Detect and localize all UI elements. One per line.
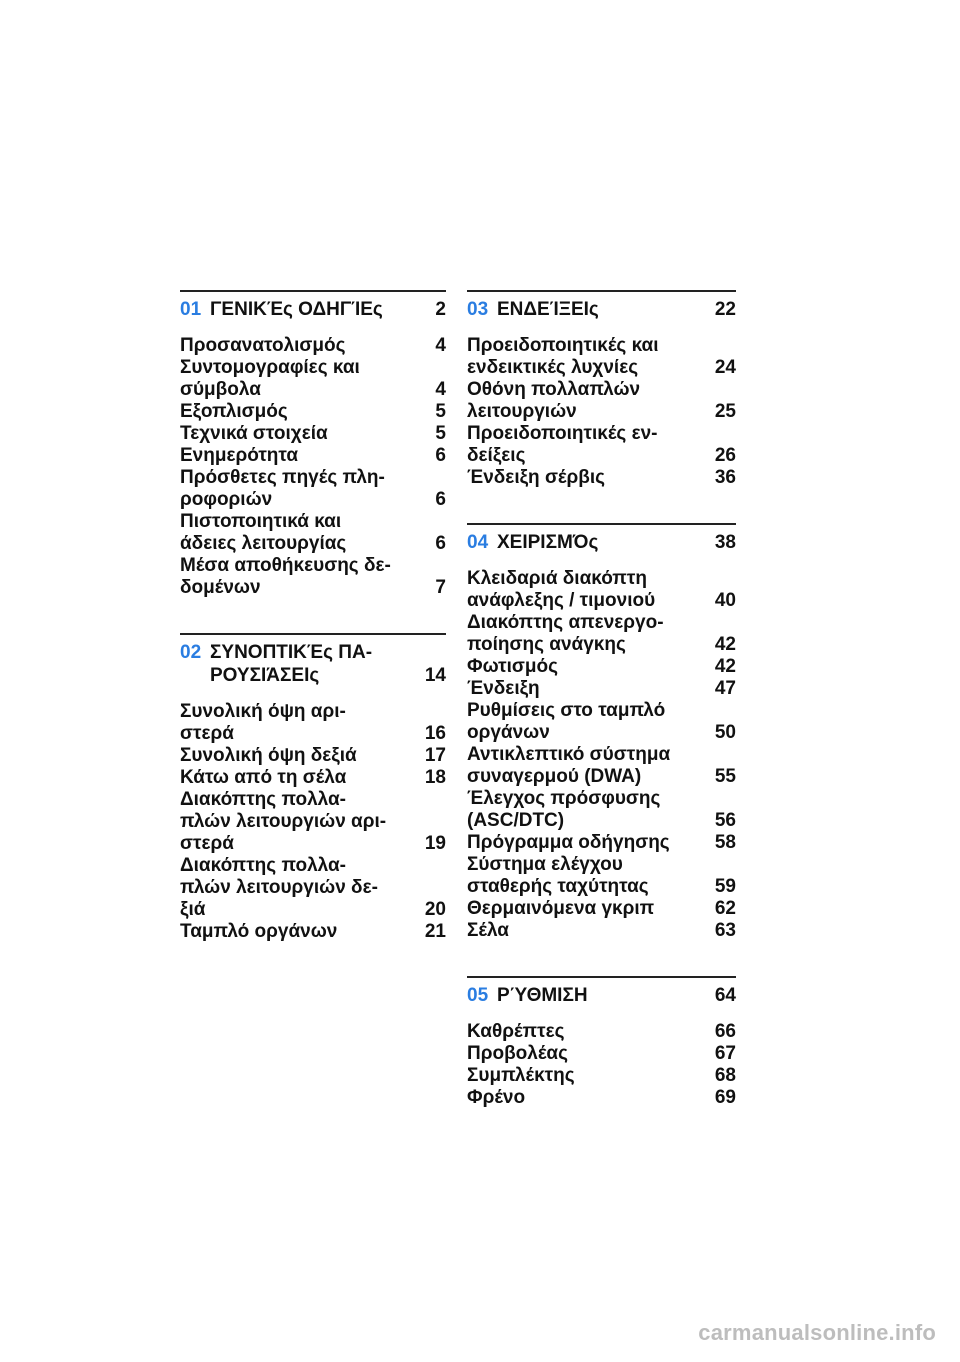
toc-entry-line: λειτουργιών [467, 401, 577, 422]
toc-entry-page: 6 [435, 445, 446, 466]
toc-entry[interactable] [467, 832, 736, 854]
toc-entry[interactable] [467, 678, 736, 700]
toc-entry-line: Συμπλέκτης [467, 1065, 575, 1086]
section-title-line: ΕΝΔΕΊΞΕΙς [497, 299, 599, 320]
toc-entry-line: άδειες λειτουργίας [180, 533, 347, 554]
toc-entry[interactable] [467, 1043, 736, 1065]
toc-entry[interactable] [180, 789, 446, 855]
toc-entry-title [467, 744, 706, 788]
toc-section-03 [467, 290, 736, 489]
toc-entry-page: 4 [435, 335, 446, 356]
toc-column-right [467, 290, 736, 1143]
toc-entry[interactable] [180, 511, 446, 555]
toc-entry-line: Ένδειξη [467, 678, 540, 699]
toc-entry-title [467, 379, 706, 423]
toc-entry-page: 21 [424, 921, 446, 942]
toc-entry[interactable] [467, 1065, 736, 1087]
toc-entry-title [180, 335, 416, 357]
toc-entry[interactable] [180, 855, 446, 921]
toc-entry-page: 40 [714, 590, 736, 611]
toc-entry-line: Τεχνικά στοιχεία [180, 423, 328, 444]
toc-entry-title [180, 855, 416, 921]
toc-entry-line: Κλειδαριά διακόπτη [467, 568, 647, 589]
toc-entry-title [467, 1021, 706, 1043]
toc-entry-line: Συνολική όψη δεξιά [180, 745, 357, 766]
toc-entry-page: 26 [714, 445, 736, 466]
toc-entry[interactable] [467, 568, 736, 612]
toc-entry-line: ροφοριών [180, 489, 273, 510]
toc-entry-line: συναγερμού (DWA) [467, 766, 642, 787]
toc-entry-line: Προειδοποιητικές εν- [467, 423, 658, 444]
toc-entry-title [180, 921, 416, 943]
watermark[interactable]: carmanualsonline.info [698, 1320, 936, 1345]
section-page-number: 2 [435, 299, 446, 320]
toc-entry-page: 56 [714, 810, 736, 831]
toc-entry[interactable] [467, 656, 736, 678]
toc-entry-page: 59 [714, 876, 736, 897]
toc-entry[interactable] [180, 701, 446, 745]
section-number: 05 [467, 985, 489, 1006]
section-title-line: ΧΕΙΡΙΣΜΌς [497, 532, 599, 553]
toc-entry-line: ποίησης ανάγκης [467, 634, 626, 655]
toc-entry[interactable] [180, 921, 446, 943]
toc-column-left [180, 290, 446, 977]
toc-entry-line: δομένων [180, 577, 261, 598]
toc-entry-title [467, 612, 706, 656]
toc-entry-title [467, 656, 706, 678]
toc-entry-page: 36 [714, 467, 736, 488]
toc-entry-title [180, 745, 416, 767]
toc-entry-line: (ASC/DTC) [467, 810, 565, 831]
toc-entry-page: 62 [714, 898, 736, 919]
toc-entry-line: Συνολική όψη αρι- [180, 701, 346, 722]
toc-entry-page: 17 [424, 745, 446, 766]
section-page-number: 14 [424, 665, 446, 686]
toc-entry-line: σταθερής ταχύτητας [467, 876, 649, 897]
toc-entry-title [467, 467, 706, 489]
toc-entry-page: 5 [435, 401, 446, 422]
toc-entry-line: οργάνων [467, 722, 550, 743]
toc-entry-line: Μέσα αποθήκευσης δε- [180, 555, 391, 576]
section-title [497, 298, 706, 321]
toc-entry-line: στερά [180, 833, 234, 854]
toc-entry-line: Πιστοποιητικά και [180, 511, 342, 532]
toc-entry-line: Ενημερότητα [180, 445, 299, 466]
toc-entry-line: Φρένο [467, 1087, 526, 1108]
toc-entry[interactable] [180, 423, 446, 445]
toc-entry-page: 67 [714, 1043, 736, 1064]
toc-entry[interactable] [180, 335, 446, 357]
section-heading[interactable] [467, 531, 736, 554]
toc-entry-title [180, 445, 416, 467]
toc-entry-line: Καθρέπτες [467, 1021, 565, 1042]
toc-entry-title [467, 678, 706, 700]
section-title-line: ΡΎΘΜΙΣΗ [497, 985, 588, 1006]
section-title-line: ΣΥΝΟΠΤΙΚΈς ΠΑ- [210, 642, 373, 663]
toc-entry[interactable] [467, 788, 736, 832]
section-heading[interactable] [467, 984, 736, 1007]
toc-entry-line: δείξεις [467, 445, 526, 466]
toc-entry-page: 18 [424, 767, 446, 788]
toc-entry-title [467, 854, 706, 898]
section-title-line: ΡΟΥΣΙΆΣΕΙς [210, 665, 320, 686]
section-number: 01 [180, 299, 202, 320]
toc-entry-line: Φωτισμός [467, 656, 558, 677]
toc-entry-line: Σύστημα ελέγχου [467, 854, 623, 875]
toc-entry-page: 58 [714, 832, 736, 853]
toc-entry-line: Ρυθμίσεις στο ταμπλό [467, 700, 666, 721]
toc-entry-page: 24 [714, 357, 736, 378]
toc-entry-line: Διακόπτης απενεργο- [467, 612, 664, 633]
section-title-line: ΓΕΝΙΚΈς ΟΔΗΓΊΕς [210, 299, 383, 320]
toc-entry-title [180, 401, 416, 423]
toc-entry-title [467, 335, 706, 379]
toc-section-01 [180, 290, 446, 599]
toc-entry-title [180, 767, 416, 789]
toc-entry-line: ενδεικτικές λυχνίες [467, 357, 639, 378]
toc-entry-line: Προβολέας [467, 1043, 568, 1064]
toc-entry[interactable] [467, 467, 736, 489]
toc-entry[interactable] [467, 335, 736, 379]
toc-section-02 [180, 633, 446, 943]
section-page-number: 64 [714, 985, 736, 1006]
toc-entry[interactable] [180, 445, 446, 467]
toc-entry[interactable] [467, 744, 736, 788]
section-title [497, 984, 706, 1007]
toc-entry[interactable] [467, 379, 736, 423]
toc-entry-line: πλών λειτουργιών δε- [180, 877, 378, 898]
toc-entry-page: 42 [714, 656, 736, 677]
toc-entry[interactable] [180, 767, 446, 789]
section-heading[interactable] [467, 298, 736, 321]
toc-entry-title [467, 920, 706, 942]
toc-entry-title [180, 511, 416, 555]
toc-entry-line: Εξοπλισμός [180, 401, 288, 422]
toc-entry-title [180, 357, 416, 401]
toc-entry-line: Πρόγραμμα οδήγησης [467, 832, 670, 853]
toc-section-05 [467, 976, 736, 1109]
section-number: 03 [467, 299, 489, 320]
toc-entry[interactable] [180, 357, 446, 401]
toc-entry-line: Πρόσθετες πηγές πλη- [180, 467, 385, 488]
toc-entry-page: 6 [435, 533, 446, 554]
toc-entry[interactable] [467, 1087, 736, 1109]
toc-entry[interactable] [467, 612, 736, 656]
toc-entry-line: Συντομογραφίες και [180, 357, 360, 378]
toc-entry-line: Αντικλεπτικό σύστημα [467, 744, 671, 765]
toc-entry-title [180, 467, 416, 511]
toc-entry-title [467, 832, 706, 854]
toc-entry-line: Κάτω από τη σέλα [180, 767, 347, 788]
section-page-number: 22 [714, 299, 736, 320]
toc-entry-title [180, 789, 416, 855]
toc-entry-line: Διακόπτης πολλα- [180, 789, 346, 810]
toc-section-04 [467, 523, 736, 942]
toc-entry-page: 20 [424, 899, 446, 920]
toc-entry-title [180, 423, 416, 445]
toc-entry-line: Ταμπλό οργάνων [180, 921, 338, 942]
toc-entry-page: 55 [714, 766, 736, 787]
toc-entry-title [467, 423, 706, 467]
toc-entry-title [180, 701, 416, 745]
toc-entry[interactable] [467, 1021, 736, 1043]
toc-entry-page: 42 [714, 634, 736, 655]
toc-entry-line: σύμβολα [180, 379, 261, 400]
toc-entry-line: Οθόνη πολλαπλών [467, 379, 641, 400]
toc-entry[interactable] [467, 854, 736, 898]
toc-entry-title [467, 1065, 706, 1087]
toc-entry-page: 63 [714, 920, 736, 941]
toc-entry-title [467, 1043, 706, 1065]
toc-entry-page: 25 [714, 401, 736, 422]
toc-entry-page: 68 [714, 1065, 736, 1086]
toc-entry-line: Προειδοποιητικές και [467, 335, 659, 356]
section-title [210, 641, 416, 687]
toc-entry-title [467, 700, 706, 744]
toc-entry-page: 4 [435, 379, 446, 400]
toc-entry-page: 7 [435, 577, 446, 598]
toc-entry-line: πλών λειτουργιών αρι- [180, 811, 387, 832]
toc-entry[interactable] [467, 700, 736, 744]
toc-entry-line: Σέλα [467, 920, 509, 941]
toc-entry-title [180, 555, 416, 599]
toc-entry[interactable] [467, 423, 736, 467]
toc-entry[interactable] [180, 555, 446, 599]
toc-entry-page: 47 [714, 678, 736, 699]
section-page-number: 38 [714, 532, 736, 553]
toc-entry-page: 66 [714, 1021, 736, 1042]
section-number: 02 [180, 642, 202, 663]
toc-entry-page: 50 [714, 722, 736, 743]
toc-entry-line: ξιά [180, 899, 206, 920]
section-title [210, 298, 416, 321]
toc-entry-page: 16 [424, 723, 446, 744]
toc-entry-line: Θερμαινόμενα γκριπ [467, 898, 655, 919]
toc-entry[interactable] [180, 467, 446, 511]
toc-entry-page: 5 [435, 423, 446, 444]
section-heading[interactable] [180, 641, 446, 687]
toc-entry-title [467, 898, 706, 920]
toc-entry[interactable] [180, 745, 446, 767]
toc-entry-page: 69 [714, 1087, 736, 1108]
section-title [497, 531, 706, 554]
toc-entry-line: στερά [180, 723, 234, 744]
toc-entry-title [467, 788, 706, 832]
toc-entry-page: 19 [424, 833, 446, 854]
toc-entry-line: Διακόπτης πολλα- [180, 855, 346, 876]
section-number: 04 [467, 532, 489, 553]
toc-entry-page: 6 [435, 489, 446, 510]
toc-entry-line: ανάφλεξης / τιμονιού [467, 590, 656, 611]
toc-entry-line: Έλεγχος πρόσφυσης [467, 788, 661, 809]
toc-entry-line: Ένδειξη σέρβις [467, 467, 606, 488]
toc-entry[interactable] [467, 920, 736, 942]
toc-entry[interactable] [180, 401, 446, 423]
section-heading[interactable] [180, 298, 446, 321]
toc-entry-line: Προσανατολισμός [180, 335, 346, 356]
toc-entry-title [467, 1087, 706, 1109]
toc-entry[interactable] [467, 898, 736, 920]
toc-entry-title [467, 568, 706, 612]
